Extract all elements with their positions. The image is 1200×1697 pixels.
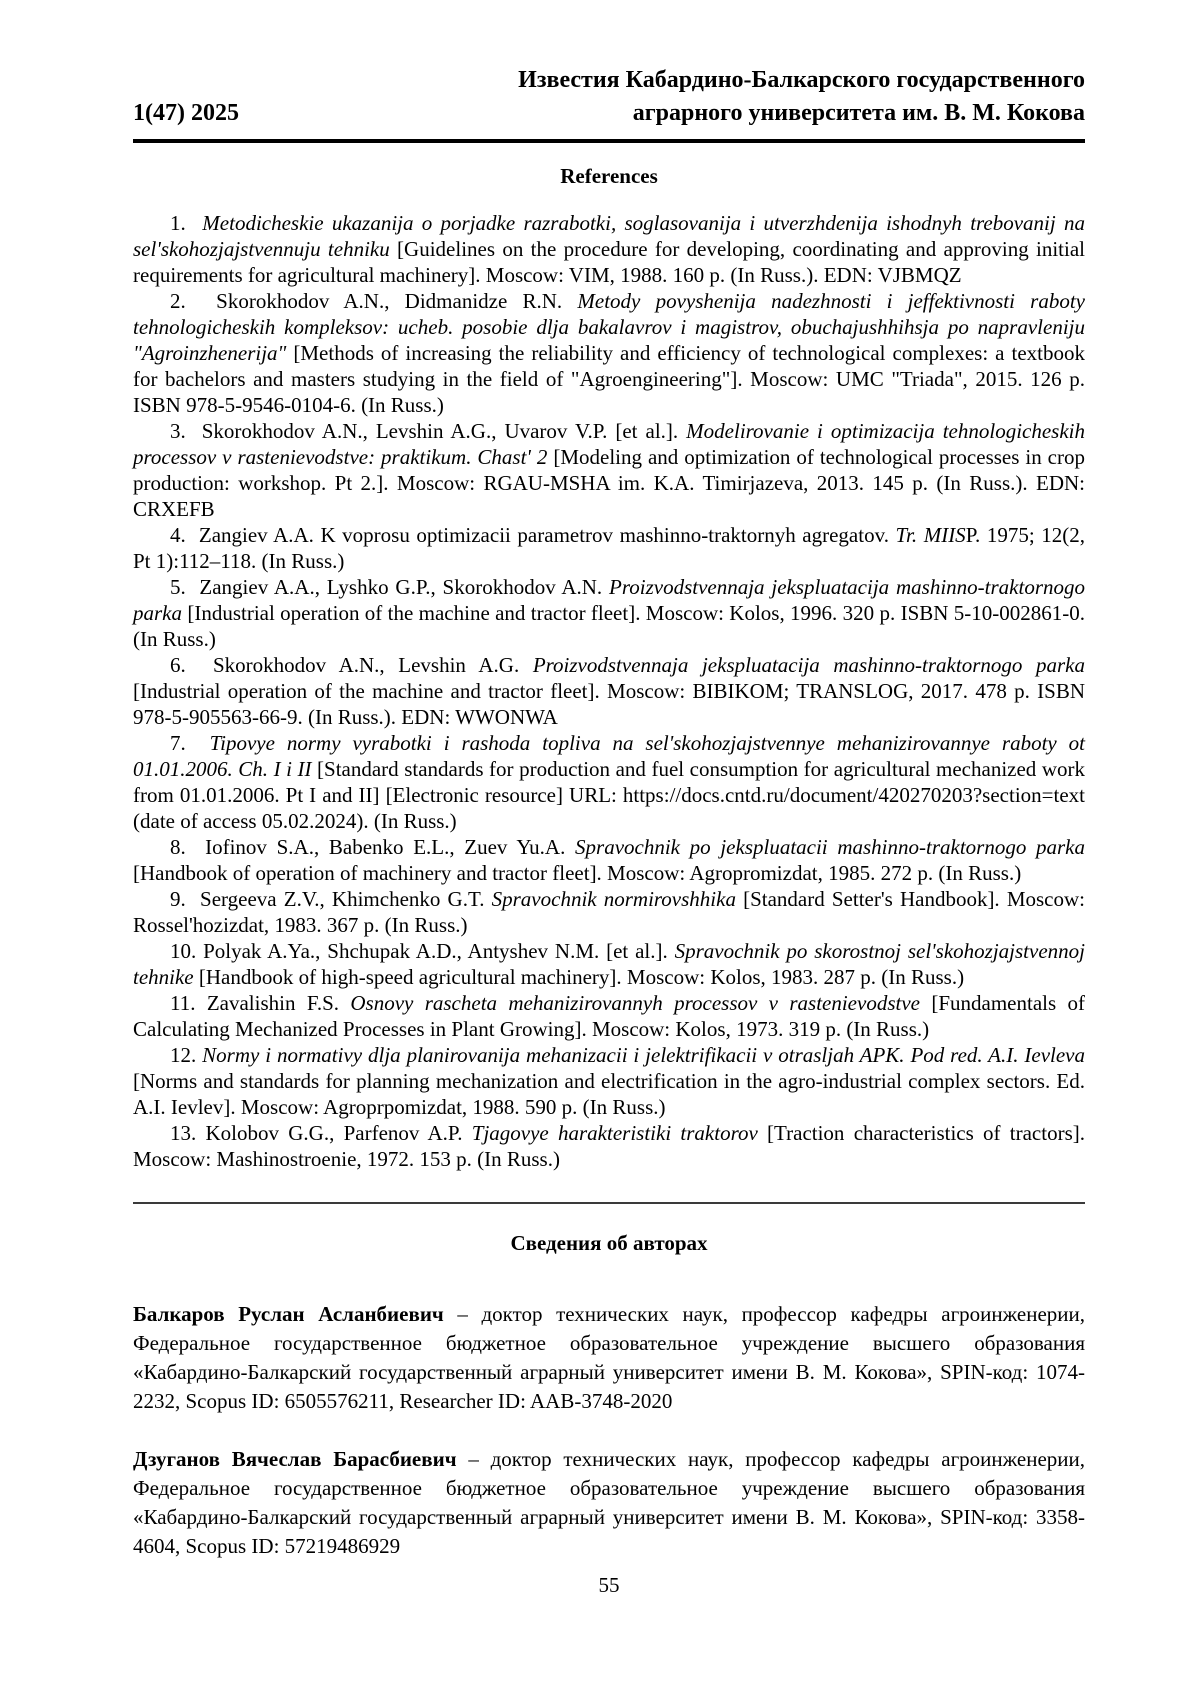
reference-item: 7. Tipovye normy vyrabotki i rashoda topliva na sel'skohozjajstvennye mehanizirovannye raboty ot 01.01.2006. Ch. I i II [Standard standards for production and fuel consumption for agricultural mechanized work from 01.01.2006. Pt I and II] [Electronic resource] URL: https://docs.cntd.ru/document/420270203?section=text (date of access 05.02.2024). (In Russ.) [133,731,1086,833]
reference-item: 9. Sergeeva Z.V., Khimchenko G.T. Spravochnik normirovshhika [Standard Setter's Handbook]. Moscow: Rossel'hozizdat, 1983. 367 p. (In Russ.) [133,887,1085,937]
reference-item: 3. Skorokhodov A.N., Levshin A.G., Uvarov V.P. [et al.]. Modelirovanie i optimizacija tehnologicheskih processov v rastenievodstve: praktikum. Chast' 2 [Modeling and optimization of technological processes in crop production: workshop. Pt 2.]. Moscow: RGAU-MSHA im. K.A. Timirjazeva, 2013. 145 p. (In Russ.). EDN: CRXEFB [133,419,1085,521]
authors-title: Сведения об авторах [510,1231,708,1255]
reference-item: 11. Zavalishin F.S. Osnovy rascheta mehanizirovannyh processov v rastenievodstve [Fundamentals of Calculating Mechanized Processes in Plant Growing]. Moscow: Kolos, 1973. 319 p. (In Russ.) [133,991,1086,1041]
reference-item: 4. Zangiev A.A. K voprosu optimizacii parametrov mashinno-traktornyh agregatov. Tr. MIISP. 1975; 12(2, Pt 1):112–118. (In Russ.) [133,523,1085,573]
reference-item: 1. Metodicheskie ukazanija o porjadke razrabotki, soglasovanija i utverzhdenija ishodnyh trebovanij na sel'skohozjajstvennuju tehniku [Guidelines on the procedure for developing, coordinating and approving initial requirements for agricultural machinery]. Moscow: VIM, 1988. 160 p. (In Russ.). EDN: VJBMQZ [133,211,1085,287]
authors-list [133,1300,1085,1561]
journal-title [518,64,1085,130]
reference-item: 12. Normy i normativy dlja planirovanija mehanizacii i jelektrifikacii v otrasljah APK. Pod red. A.I. Ievleva [Norms and standards for planning mechanization and electrification in the agro-industrial complex sectors. Ed. A.I. Ievlev]. Moscow: Agroprpomizdat, 1988. 590 p. (In Russ.) [133,1043,1085,1119]
reference-item: 2. Skorokhodov A.N., Didmanidze R.N. Metody povyshenija nadezhnosti i jeffektivnosti raboty tehnologicheskih kompleksov: ucheb. posobie dlja bakalavrov i magistrov, obuchajushhihsja po napravleniju "Agroinzhenerija" [Methods of increasing the reliability and efficiency of technological complexes: a textbook for bachelors and masters studying in the field of "Agroengineering"]. Moscow: UMC "Triada", 2015. 126 p. ISBN 978-5-9546-0104-6. (In Russ.) [133,289,1085,417]
journal-title-line2: аграрного университета им. В. М. Кокова [632,100,1085,126]
journal-title-line1: Известия Кабардино-Балкарского государственного [518,67,1085,93]
page-number: 55 [598,1573,620,1597]
reference-item: 13. Kolobov G.G., Parfenov A.P. Tjagovye harakteristiki traktorov [Traction characteristics of tractors]. Moscow: Mashinostroenie, 1972. 153 p. (In Russ.) [133,1121,1085,1171]
issue-number: 1(47) 2025 [133,100,239,126]
page-header [133,64,1085,130]
reference-item: 8. Iofinov S.A., Babenko E.L., Zuev Yu.A. Spravochnik po jekspluatacii mashinno-traktornogo parka [Handbook of operation of machinery and tractor fleet]. Moscow: Agropromizdat, 1985. 272 p. (In Russ.) [133,835,1085,885]
reference-item: 5. Zangiev A.A., Lyshko G.P., Skorokhodov A.N. Proizvodstvennaja jekspluatacija mashinno-traktornogo parka [Industrial operation of the machine and tractor fleet]. Moscow: Kolos, 1996. 320 p. ISBN 5-10-002861-0. (In Russ.) [133,575,1085,651]
author-item: Дзуганов Вячеслав Барасбиевич – доктор технических наук, профессор кафедры агроинженерии, Федеральное государственное бюджетное образовательное учреждение высшего образования «Кабардино-Балкарский государственный аграрный университет имени В. М. Кокова», SPIN-код: 3358-4604, Scopus ID: 57219486929 [133,1447,1085,1558]
references-list [133,210,1085,1172]
reference-item: 6. Skorokhodov A.N., Levshin A.G. Proizvodstvennaja jekspluatacija mashinno-traktornogo parka [Industrial operation of the machine and tractor fleet]. Moscow: BIBIKOM; TRANSLOG, 2017. 478 p. ISBN 978-5-905563-66-9. (In Russ.). EDN: WWONWA [133,653,1085,729]
author-item: Балкаров Руслан Асланбиевич – доктор технических наук, профессор кафедры агроинженерии, Федеральное государственное бюджетное образовательное учреждение высшего образования «Кабардино-Балкарский государственный аграрный университет имени В. М. Кокова», SPIN-код: 1074-2232, Scopus ID: 6505576211, Researcher ID: AAB-3748-2020 [133,1302,1085,1413]
section-divider [133,1202,1085,1204]
references-title: References [560,164,658,188]
reference-item: 10. Polyak A.Ya., Shchupak A.D., Antyshev N.M. [et al.]. Spravochnik po skorostnoj sel'skohozjajstvennoj tehnike [Handbook of high-speed agricultural machinery]. Moscow: Kolos, 1983. 287 p. (In Russ.) [133,939,1085,989]
header-rule [133,139,1085,143]
